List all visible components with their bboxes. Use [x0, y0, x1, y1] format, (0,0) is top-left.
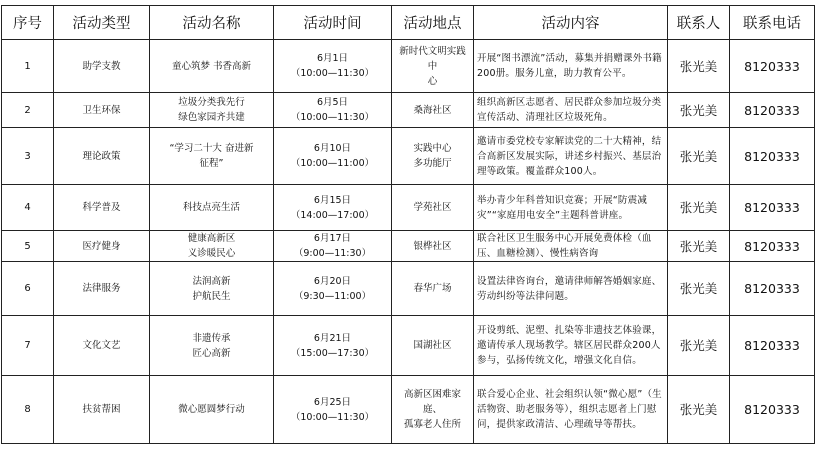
header-row [2, 6, 815, 40]
activity-place-line: 桑海社区 [413, 104, 452, 116]
table-row [2, 376, 815, 444]
activity-content: 邀请市委党校专家解读党的二十大精神，结合高新区发展实际，讲述乡村振兴、基层治理等政策。覆盖群众100人。 [474, 128, 668, 185]
activity-name [150, 185, 274, 231]
activity-place-line: 心 [427, 75, 438, 87]
activity-content: 举办青少年科普知识竞赛；开展“防震减灾”“家庭用电安全”主题科普讲座。 [474, 185, 668, 231]
contact-phone: 8120333 [730, 40, 815, 93]
activity-name-line: 健康高新区 [187, 233, 236, 244]
activity-time [274, 262, 392, 316]
activity-name [150, 376, 274, 444]
activity-type: 扶贫帮困 [54, 376, 150, 444]
row-index: 2 [2, 93, 54, 128]
activity-name-line: 匠心高新 [192, 347, 231, 359]
activity-type: 法律服务 [54, 262, 150, 316]
table-row [2, 231, 815, 262]
activity-place [392, 376, 474, 444]
contact-phone: 8120333 [730, 185, 815, 231]
activity-date: 6月25日 [313, 396, 352, 408]
contact-phone: 8120333 [730, 376, 815, 444]
contact-person: 张光美 [668, 93, 730, 128]
contact-phone: 8120333 [730, 128, 815, 185]
activity-name-line: 护航民生 [192, 290, 231, 302]
activity-time [274, 231, 392, 262]
contact-phone: 8120333 [730, 316, 815, 376]
activity-type: 助学支教 [54, 40, 150, 93]
activity-hours: （10:00—11:30） [290, 411, 375, 423]
activity-place-line: 新时代文明实践中 [399, 45, 466, 72]
activity-hours: （10:00—11:30） [290, 112, 375, 123]
row-index: 1 [2, 40, 54, 93]
activity-name-line: 法润高新 [192, 275, 231, 287]
activity-time [274, 376, 392, 444]
activity-name-line: 科技点亮生活 [182, 202, 240, 213]
activity-name [150, 316, 274, 376]
activity-content: 联合爱心企业、社会组织认领“微心愿”（生活物资、助老服务等），组织志愿者上门慰问，提供家政清洁、心理疏导等帮扶。 [474, 376, 668, 444]
activity-type: 卫生环保 [54, 93, 150, 128]
activity-date: 6月20日 [313, 275, 352, 287]
activity-date: 6月1日 [316, 53, 349, 64]
activity-place-line: 高新区困难家庭、 [403, 389, 461, 415]
contact-person: 张光美 [668, 128, 730, 185]
activity-name [150, 128, 274, 185]
activity-place [392, 93, 474, 128]
activity-place-line: 实践中心 [413, 143, 452, 154]
activity-date: 6月10日 [313, 143, 352, 154]
header-place: 活动地点 [392, 6, 474, 40]
activity-type: 医疗健身 [54, 231, 150, 262]
table-row [2, 316, 815, 376]
activity-place-line: 多功能厅 [413, 158, 452, 169]
activity-place-line: 春华广场 [413, 283, 452, 294]
row-index: 4 [2, 185, 54, 231]
activity-place [392, 262, 474, 316]
activity-place-line: 学苑社区 [413, 202, 452, 213]
activity-time [274, 185, 392, 231]
header-content: 活动内容 [474, 6, 668, 40]
row-index: 6 [2, 262, 54, 316]
activity-place [392, 231, 474, 262]
activity-schedule-table [1, 5, 815, 444]
activity-content: 组织高新区志愿者、居民群众参加垃圾分类宣传活动、清理社区垃圾死角。 [474, 93, 668, 128]
header-type: 活动类型 [54, 6, 150, 40]
table-row [2, 93, 815, 128]
activity-place-line: 银桦社区 [413, 240, 452, 252]
activity-name-line: 非遗传承 [192, 332, 231, 344]
activity-place [392, 316, 474, 376]
header-contact: 联系人 [668, 6, 730, 40]
activity-place [392, 40, 474, 93]
contact-person: 张光美 [668, 262, 730, 316]
activity-hours: （10:00—11:30） [290, 68, 375, 79]
table-row [2, 128, 815, 185]
table-row [2, 262, 815, 316]
activity-name-line: 童心筑梦 书香高新 [171, 60, 252, 72]
activity-hours: （9:30—11:00） [293, 290, 372, 302]
activity-name [150, 40, 274, 93]
activity-hours: （9:00—11:30） [293, 248, 372, 259]
activity-type: 文化文艺 [54, 316, 150, 376]
activity-hours: （15:00—17:30） [290, 347, 375, 359]
activity-place-line: 孤寡老人住所 [403, 419, 461, 430]
activity-name [150, 231, 274, 262]
activity-time [274, 128, 392, 185]
activity-name [150, 262, 274, 316]
row-index: 5 [2, 231, 54, 262]
activity-name-line: 绿色家园齐共建 [178, 112, 245, 123]
contact-phone: 8120333 [730, 262, 815, 316]
activity-date: 6月5日 [316, 97, 349, 108]
activity-hours: （14:00—17:00） [290, 209, 375, 221]
activity-date: 6月21日 [313, 332, 352, 344]
activity-place [392, 128, 474, 185]
activity-hours: （10:00—11:00） [290, 158, 375, 169]
activity-place-line: 国湖社区 [413, 340, 452, 351]
header-time: 活动时间 [274, 6, 392, 40]
activity-time [274, 40, 392, 93]
header-index: 序号 [2, 6, 54, 40]
activity-name-line: 征程” [199, 158, 224, 169]
contact-person: 张光美 [668, 231, 730, 262]
activity-type: 理论政策 [54, 128, 150, 185]
table-row [2, 185, 815, 231]
activity-name-line: 垃圾分类我先行 [178, 97, 245, 108]
activity-date: 6月15日 [313, 194, 352, 206]
activity-name [150, 93, 274, 128]
contact-person: 张光美 [668, 316, 730, 376]
contact-phone: 8120333 [730, 93, 815, 128]
header-phone: 联系电话 [730, 6, 815, 40]
header-name: 活动名称 [150, 6, 274, 40]
activity-content: 设置法律咨询台，邀请律师解答婚姻家庭、劳动纠纷等法律问题。 [474, 262, 668, 316]
activity-content: 开展“图书漂流”活动，募集并捐赠课外书籍200册。服务儿童，助力教育公平。 [474, 40, 668, 93]
activity-name-line: 义诊暖民心 [187, 248, 236, 259]
activity-name-line: 微心愿圆梦行动 [178, 404, 245, 415]
activity-place [392, 185, 474, 231]
contact-person: 张光美 [668, 40, 730, 93]
activity-time [274, 93, 392, 128]
contact-person: 张光美 [668, 185, 730, 231]
activity-type: 科学普及 [54, 185, 150, 231]
activity-content: 联合社区卫生服务中心开展免费体检（血压、血糖检测）、慢性病咨询 [474, 231, 668, 262]
row-index: 7 [2, 316, 54, 376]
row-index: 3 [2, 128, 54, 185]
activity-name-line: “学习二十大 奋进新 [169, 143, 254, 154]
activity-content: 开设剪纸、泥塑、扎染等非遗技艺体验课，邀请传承人现场教学。辖区居民群众200人参与，弘扬传统文化，增强文化自信。 [474, 316, 668, 376]
contact-phone: 8120333 [730, 231, 815, 262]
table-row [2, 40, 815, 93]
activity-date: 6月17日 [313, 233, 352, 244]
activity-time [274, 316, 392, 376]
row-index: 8 [2, 376, 54, 444]
contact-person: 张光美 [668, 376, 730, 444]
